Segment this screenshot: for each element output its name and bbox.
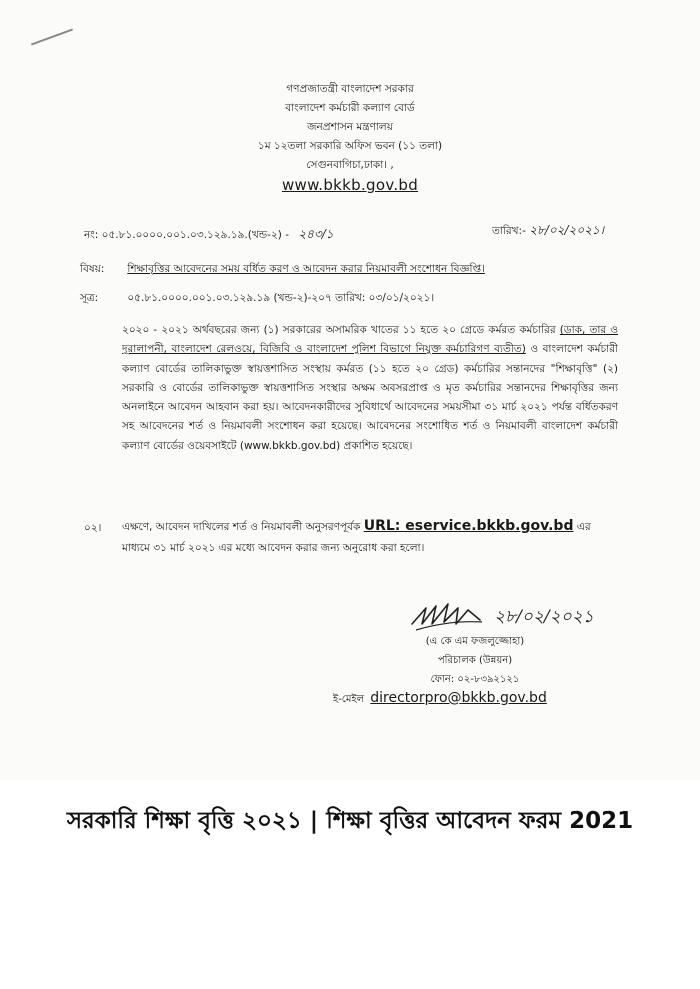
para1-text-a: ২০২০ - ২০২১ অর্থবছরের জন্য (১) সরকারের অসামরিক খাতের ১১ হতে ২০ গ্রেডে কর্মরত কর্মচারির <box>122 324 556 336</box>
body-paragraph-1 <box>122 321 618 456</box>
date-label: তারিখ:- <box>491 225 526 237</box>
para2-text-a: এক্ষণে, আবেদন দাখিলের শর্ত ও নিয়মাবলী অনুসরণপূর্বক <box>122 521 361 533</box>
para2-text-b: এর মাধ্যমে ৩১ মার্চ ২০২১ এর মধ্যে আবেদন করার জন্য অনুরোধ করা হলো। <box>122 521 591 554</box>
source-text: ০৫.৮১.০০০০.০০১.০৩.১২৯.১৯ (খন্ড-২)-২০৭ তারিখ: ০৩/০১/২০২১। <box>127 292 435 304</box>
memo-date <box>492 222 604 242</box>
eservice-url: URL: eservice.bkkb.gov.bd <box>363 518 574 534</box>
letterhead <box>180 80 520 195</box>
email-line <box>333 690 547 709</box>
email-address: directorpro@bkkb.gov.bd <box>370 690 547 706</box>
header-address: সেগুনবাগিচা,ঢাকা। , <box>306 159 394 171</box>
header-gov: গণপ্রজাতন্ত্রী বাংলাদেশ সরকার <box>286 83 414 95</box>
memo-number <box>84 226 334 246</box>
paragraph-number-2: ০২। <box>84 522 102 534</box>
signatory-name: (এ কে এম ফজলুজ্জোহা) <box>425 636 525 647</box>
signature-date: ২৮/০২/২০২১ <box>494 607 594 627</box>
header-board: বাংলাদেশ কর্মচারী কল্যাণ বোর্ড <box>285 102 415 114</box>
header-website: www.bkkb.gov.bd <box>281 176 419 194</box>
signatory-phone: ফোন: ০২-৮৩৯২১২১ <box>430 674 520 685</box>
header-building: ১ম ১২তলা সরকারি অফিস ভবন (১১ তলা) <box>257 140 443 152</box>
subject-text: শিক্ষাবৃত্তির আবেদনের সময় বর্ধিত করণ ও আবেদন করার নিয়মাবলী সংশোধন বিজ্ঞপ্তি। <box>127 263 485 275</box>
signatory-title: পরিচালক (উন্নয়ন) <box>437 655 513 666</box>
para1-exclusions: (ডাক, তার ও দূরালাপনী, বাংলাদেশ রেলওয়ে, বিজিবি ও বাংলাদেশ পুলিশ বিভাগে নিযুক্ত কর্মচারিগণ ব্যতীত) <box>122 324 619 356</box>
para1-text-b: ও বাংলাদেশ কর্মচারী কল্যাণ বোর্ডের তালিকাভুক্ত স্বায়ত্তশাসিত সংস্থায় কর্মরত (১১ হতে ২০ গ্রেড) কর্মচারির সন্তানদের "শিক্ষাবৃত্তি" (২) সরকারি ও বোর্ডের তালিকাভুক্ত স্বায়ত্তশাসিত সংস্থার অক্ষম অবসরপ্রাপ্ত ও মৃত কর্মচারির সন্তানদের শিক্ষাবৃত্তির জন্য অনলাইনে আবেদন আহবান করা হয়। আবেদনকারীদের সুবিধার্থে আবেদনের সময়সীমা ৩১ মার্চ ২০২১ পর্যন্ত বর্ধিতকরণ সহ আবেদনের শর্ত ও নিয়মাবলী সংশোধন করা হয়েছে। আবেদনের সংশোধিত শর্ত ও নিয়মাবলী বাংলাদেশ কর্মচারী কল্যাণ বোর্ডের ওয়েবসাইটে (www.bkkb.gov.bd) প্রকাশিত হয়েছে। <box>122 343 618 452</box>
email-label: ই-মেইল <box>333 694 365 705</box>
memo-ref-printed: নং: ০৫.৮১.০০০০.০০১.০৩.১২৯.১৯.(খন্ড-২) - <box>84 229 290 241</box>
signatory-block <box>400 632 550 689</box>
source-label: সূত্র: <box>80 292 99 304</box>
image-caption: সরকারি শিক্ষা বৃত্তি ২০২১ | শিক্ষা বৃত্তির আবেদন ফরম 2021 <box>66 808 634 834</box>
date-handwritten: ২৮/০২/২০২১। <box>529 223 604 237</box>
body-paragraph-2 <box>122 516 618 559</box>
subject-label: বিষয়: <box>80 263 105 275</box>
subject-line <box>80 262 620 279</box>
pen-mark <box>31 29 73 46</box>
header-ministry: জনপ্রশাসন মন্ত্রণালয় <box>307 121 393 133</box>
memo-ref-handwritten: ২৪৩/১ <box>298 227 334 241</box>
source-line <box>80 291 620 308</box>
